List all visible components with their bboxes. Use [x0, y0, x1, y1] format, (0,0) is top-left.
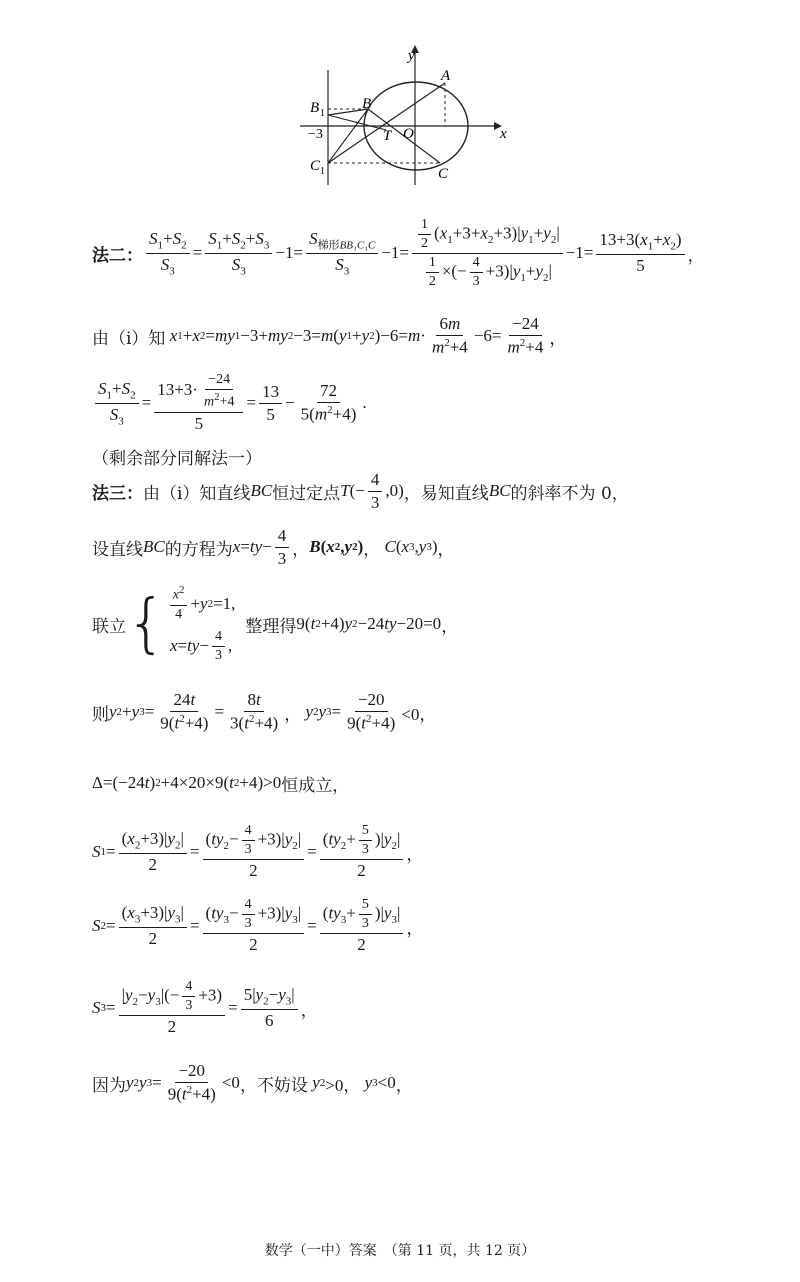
label-T: T [383, 128, 392, 144]
label-C1: C [310, 158, 321, 174]
page-footer: 数学（一中）答案 （第 11 页，共 12 页） [264, 1243, 536, 1259]
s1-line: S 1 = $\frac{(x_2+3)|y_2|}{2}$ = ($ty_2-$ $\frac{4}{3}$ $+3)|y_2|$ 2 = ($ty_2+$ $\frac{5}{3}$ )$|y_2|$ 2 ， [92, 823, 424, 880]
s2-line: S 2 = $\frac{(x_3+3)|y_3|}{2}$ = ($ty_3-$ $\frac{4}{3}$ $+3)|y_3|$ 2 = ($ty_3+$ $\frac{5}{3}$ )$|y_3|$ 2 ， [92, 897, 424, 954]
method3-BC2: BC [488, 481, 511, 500]
label-A: A [441, 68, 451, 84]
label-C1-sub: 1 [320, 166, 325, 177]
label-C: C [438, 166, 449, 182]
method3-label: 法三： [92, 483, 143, 504]
label-y: y [408, 48, 415, 64]
setline-line: 设直线 BC 的方程为 x = ty − $\frac{4}{3}$ ， B ( x 2 , y 2 ) ， C ( x 3 , y 3 ) ， [92, 525, 455, 568]
method2-label: 法二： [92, 245, 143, 266]
method3-intro: 由（i）知直线 [143, 483, 251, 504]
then-label: 则 [92, 704, 109, 725]
by-i-prefix: 由（i）知 [92, 328, 166, 349]
setline-sep-1: ， [292, 539, 310, 560]
setline-text1: 设直线 [92, 539, 143, 560]
method3-nonzero: 的斜率不为 0， [510, 483, 629, 504]
system-organize: 整理得 [245, 616, 297, 637]
because-text: ，不妨设 [239, 1075, 308, 1096]
because-label: 因为 [92, 1075, 126, 1096]
label-B1: B [310, 100, 320, 116]
method3-line: 法三： 由（i）知直线 BC 恒过定点 T (− $\frac{4}{3}$ ,0) ，易知直线 BC 的斜率不为 0， [92, 469, 629, 512]
setline-text2: 的方程为 [164, 539, 233, 560]
trapezoid-sub: 梯形 [317, 239, 340, 251]
label-B: B [362, 96, 372, 112]
label-B1-sub: 1 [320, 108, 325, 119]
delta-tail: 恒成立， [281, 775, 350, 796]
system-tail: ， [441, 616, 459, 637]
system-line: 联立 { $\frac{x^2}{4}$ + y 2 =1, x = ty − $\frac{4}{3}$ , 整理得 9( t 2 +4) y 2 −24 ty −20=0 ， [92, 584, 459, 663]
method2-tail: ， [687, 245, 705, 266]
s3-line: S 3 = $|y_2-y_3|(-$ $\frac{4}{3}$ +3) 2 = $\frac{5|y_2-y_3|}{6}$ ， [92, 979, 318, 1036]
because-line: 因为 y 2 y 3 = $\frac{-20}{9(t^2+4)}$ <0 ，不妨设 y 2 >0， y 3 <0 ， [92, 1061, 413, 1104]
by-i-line: 由（i）知 x 1 + x 2 = my 1 −3+ my 2 −3= m ( y 1 + y 2 )−6= m · $\frac{6m}{m^2+4}$ −6= $\frac{-24}{m^2+4}$ ， [92, 314, 567, 357]
method3-BC1: BC [250, 481, 273, 500]
label-x: x [500, 126, 507, 142]
ellipse-figure [290, 40, 520, 190]
label-O: O [403, 126, 414, 142]
because-tail: ， [395, 1075, 413, 1096]
then-line: 则 y 2 + y 3 = $\frac{24t}{9(t^2+4)}$ = $\frac{8t}{3(t^2+4)}$ ， y 2 y 3 = $\frac{-20}{9(t^2+4)}$ <0， [92, 690, 437, 733]
ratio-line: $\frac{S_1+S_2}{S_3}$ = 13+3· $\frac{-24}{m^2+4}$ 5 = $\frac{13}{5}$ − $\frac{72}{5(m^2+4)}$ . [92, 368, 367, 438]
method2-line: 法二： $\frac{S_1+S_2}{S_3}$ = $\frac{S_1+S_2+S_3}{S_3}$ −1= $\frac{S_{梯形BB_1C_1C}}{S_3}$ −1= $\frac{1}{2}$ $(x_1+3+x_2+3)|y_1+y_2|$ $\frac{1}{2}$ ×(− $\frac{4}{3}$ $+3)|y_1+y_2|$ −1= $\frac{13+3(x_1+x_2)}{5}$ ， [92, 216, 705, 289]
delta-line: Δ=(−24 t ) 2 +4×20×9( t 2 +4)>0 恒成立， [92, 766, 349, 800]
setline-BC: BC [143, 537, 165, 556]
label-neg3: −3 [308, 127, 323, 142]
setline-sep-2: ， [363, 539, 381, 560]
method3-passes: 恒过定点 [272, 483, 341, 504]
system-label: 联立 [92, 616, 126, 637]
method3-comma: ，易知直线 [403, 483, 489, 504]
remaining-note: （剩余部分同解法一） [92, 449, 262, 469]
setline-sep-3: ， [437, 539, 455, 560]
trapezoid-vertices: BB₁C₁C [339, 239, 376, 251]
by-i-tail: ， [549, 328, 567, 349]
